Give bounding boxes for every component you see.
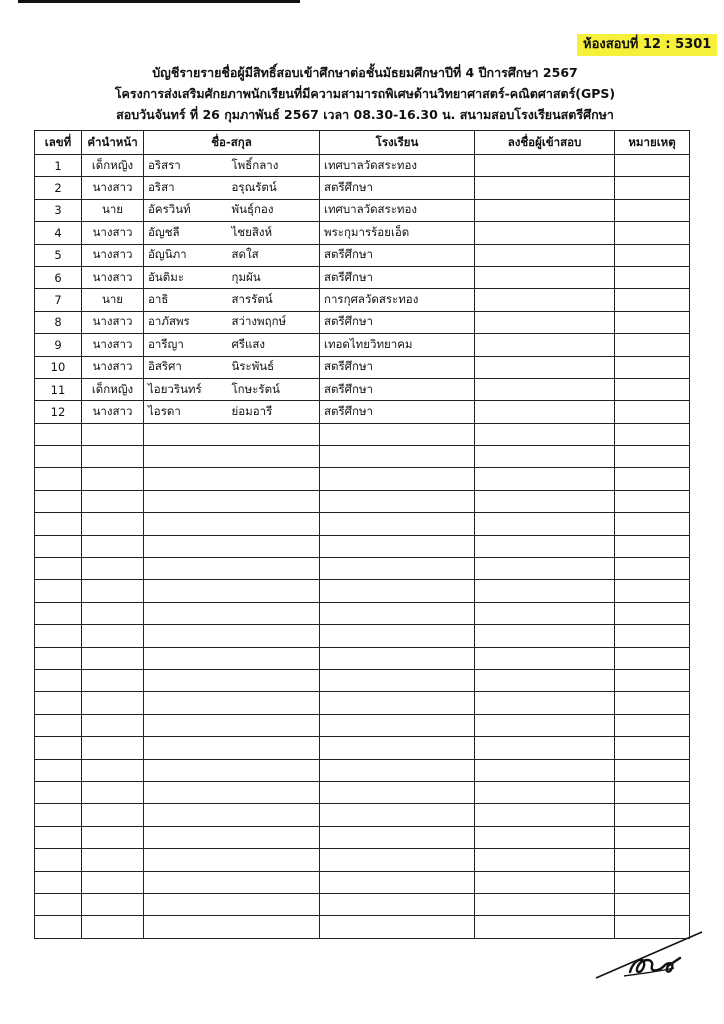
row-number: 11 bbox=[35, 378, 82, 400]
row-number: 9 bbox=[35, 334, 82, 356]
row-last-name: กุมผัน bbox=[228, 266, 320, 288]
empty-cell bbox=[475, 468, 615, 490]
empty-cell bbox=[228, 580, 320, 602]
empty-cell bbox=[82, 602, 144, 624]
row-school: สตรีศึกษา bbox=[320, 244, 475, 266]
empty-cell bbox=[320, 893, 475, 915]
row-school: การกุศลวัดสระทอง bbox=[320, 289, 475, 311]
row-remark-cell bbox=[615, 311, 690, 333]
row-remark-cell bbox=[615, 177, 690, 199]
empty-cell bbox=[320, 916, 475, 938]
empty-cell bbox=[82, 714, 144, 736]
row-title: นางสาว bbox=[82, 401, 144, 423]
empty-cell bbox=[475, 781, 615, 803]
empty-cell bbox=[82, 468, 144, 490]
row-first-name: อัญนิภา bbox=[144, 244, 228, 266]
empty-row bbox=[35, 893, 690, 915]
empty-row bbox=[35, 513, 690, 535]
heading-title: บัญชีรายรายชื่อผู้มีสิทธิ์สอบเข้าศึกษาต่อชั้นมัธยมศึกษาปีที่ 4 ปีการศึกษา 2567 bbox=[152, 65, 578, 80]
empty-cell bbox=[320, 826, 475, 848]
empty-cell bbox=[615, 692, 690, 714]
empty-cell bbox=[82, 893, 144, 915]
row-signature-cell bbox=[475, 401, 615, 423]
empty-cell bbox=[144, 669, 228, 691]
row-school: สตรีศึกษา bbox=[320, 311, 475, 333]
empty-cell bbox=[35, 871, 82, 893]
row-number: 4 bbox=[35, 222, 82, 244]
empty-cell bbox=[228, 781, 320, 803]
row-number: 1 bbox=[35, 155, 82, 177]
empty-cell bbox=[228, 826, 320, 848]
empty-cell bbox=[82, 804, 144, 826]
table-row bbox=[35, 311, 690, 333]
empty-cell bbox=[228, 558, 320, 580]
empty-cell bbox=[82, 849, 144, 871]
empty-cell bbox=[35, 826, 82, 848]
header-name: ชื่อ-สกุล bbox=[144, 131, 320, 155]
empty-cell bbox=[82, 625, 144, 647]
empty-cell bbox=[35, 423, 82, 445]
row-first-name: อัครวินท์ bbox=[144, 199, 228, 221]
empty-cell bbox=[228, 513, 320, 535]
empty-cell bbox=[35, 669, 82, 691]
empty-row bbox=[35, 602, 690, 624]
empty-cell bbox=[615, 849, 690, 871]
row-school: เทศบาลวัดสระทอง bbox=[320, 155, 475, 177]
row-number: 2 bbox=[35, 177, 82, 199]
empty-cell bbox=[228, 692, 320, 714]
row-title: นาย bbox=[82, 289, 144, 311]
empty-cell bbox=[228, 737, 320, 759]
empty-row bbox=[35, 580, 690, 602]
table-row bbox=[35, 199, 690, 221]
empty-cell bbox=[82, 692, 144, 714]
empty-row bbox=[35, 490, 690, 512]
empty-row bbox=[35, 781, 690, 803]
empty-row bbox=[35, 871, 690, 893]
empty-cell bbox=[228, 916, 320, 938]
empty-cell bbox=[615, 759, 690, 781]
empty-cell bbox=[615, 714, 690, 736]
empty-row bbox=[35, 647, 690, 669]
row-signature-cell bbox=[475, 378, 615, 400]
empty-cell bbox=[320, 647, 475, 669]
empty-cell bbox=[615, 558, 690, 580]
empty-cell bbox=[144, 714, 228, 736]
empty-cell bbox=[228, 647, 320, 669]
empty-cell bbox=[615, 468, 690, 490]
empty-cell bbox=[475, 602, 615, 624]
empty-cell bbox=[228, 669, 320, 691]
empty-cell bbox=[320, 468, 475, 490]
empty-cell bbox=[144, 580, 228, 602]
signature-mark bbox=[594, 928, 704, 984]
empty-cell bbox=[320, 804, 475, 826]
row-title: นางสาว bbox=[82, 356, 144, 378]
empty-cell bbox=[475, 558, 615, 580]
empty-cell bbox=[475, 490, 615, 512]
row-first-name: อาภัสพร bbox=[144, 311, 228, 333]
row-first-name: ไอรดา bbox=[144, 401, 228, 423]
empty-cell bbox=[144, 871, 228, 893]
empty-cell bbox=[615, 871, 690, 893]
empty-cell bbox=[82, 759, 144, 781]
empty-cell bbox=[228, 468, 320, 490]
empty-cell bbox=[475, 513, 615, 535]
empty-cell bbox=[475, 804, 615, 826]
empty-cell bbox=[320, 513, 475, 535]
row-remark-cell bbox=[615, 199, 690, 221]
empty-cell bbox=[144, 804, 228, 826]
row-title: นางสาว bbox=[82, 311, 144, 333]
row-title: นางสาว bbox=[82, 266, 144, 288]
empty-cell bbox=[228, 893, 320, 915]
empty-cell bbox=[144, 647, 228, 669]
empty-cell bbox=[615, 535, 690, 557]
row-remark-cell bbox=[615, 266, 690, 288]
empty-cell bbox=[35, 535, 82, 557]
empty-cell bbox=[228, 625, 320, 647]
row-signature-cell bbox=[475, 222, 615, 244]
heading-project: โครงการส่งเสริมศักยภาพนักเรียนที่มีความสามารถพิเศษด้านวิทยาศาสตร์-คณิตศาสตร์(GPS) bbox=[114, 86, 616, 101]
empty-cell bbox=[82, 558, 144, 580]
empty-cell bbox=[82, 446, 144, 468]
row-number: 6 bbox=[35, 266, 82, 288]
empty-cell bbox=[320, 558, 475, 580]
row-school: เทศบาลวัดสระทอง bbox=[320, 199, 475, 221]
empty-cell bbox=[35, 849, 82, 871]
empty-cell bbox=[144, 558, 228, 580]
row-first-name: อารีญา bbox=[144, 334, 228, 356]
empty-cell bbox=[228, 849, 320, 871]
empty-cell bbox=[475, 759, 615, 781]
row-title: นางสาว bbox=[82, 177, 144, 199]
document-heading bbox=[40, 62, 690, 125]
empty-cell bbox=[475, 871, 615, 893]
empty-cell bbox=[35, 647, 82, 669]
empty-cell bbox=[475, 647, 615, 669]
row-school: เทอดไทยวิทยาคม bbox=[320, 334, 475, 356]
row-signature-cell bbox=[475, 334, 615, 356]
row-last-name: สดใส bbox=[228, 244, 320, 266]
empty-cell bbox=[475, 714, 615, 736]
row-number: 3 bbox=[35, 199, 82, 221]
empty-cell bbox=[475, 535, 615, 557]
row-last-name: สว่างพฤกษ์ bbox=[228, 311, 320, 333]
empty-cell bbox=[144, 759, 228, 781]
empty-cell bbox=[144, 893, 228, 915]
empty-cell bbox=[320, 580, 475, 602]
row-signature-cell bbox=[475, 155, 615, 177]
row-last-name: ย่อมอารี bbox=[228, 401, 320, 423]
empty-cell bbox=[35, 625, 82, 647]
table-row bbox=[35, 401, 690, 423]
empty-cell bbox=[35, 714, 82, 736]
row-number: 12 bbox=[35, 401, 82, 423]
empty-cell bbox=[615, 781, 690, 803]
empty-row bbox=[35, 759, 690, 781]
row-first-name: อันติมะ bbox=[144, 266, 228, 288]
row-remark-cell bbox=[615, 378, 690, 400]
empty-cell bbox=[35, 558, 82, 580]
empty-cell bbox=[144, 781, 228, 803]
empty-cell bbox=[320, 781, 475, 803]
empty-cell bbox=[144, 737, 228, 759]
empty-cell bbox=[320, 669, 475, 691]
empty-row bbox=[35, 468, 690, 490]
heading-exam-date: สอบวันจันทร์ ที่ 26 กุมภาพันธ์ 2567 เวลา 08.30-16.30 น. สนามสอบโรงเรียนสตรีศึกษา bbox=[116, 107, 614, 122]
empty-cell bbox=[320, 714, 475, 736]
empty-cell bbox=[320, 737, 475, 759]
row-title: นางสาว bbox=[82, 244, 144, 266]
table-row bbox=[35, 155, 690, 177]
empty-cell bbox=[475, 849, 615, 871]
empty-cell bbox=[82, 647, 144, 669]
row-title: นาย bbox=[82, 199, 144, 221]
row-first-name: ไอยวรินทร์ bbox=[144, 378, 228, 400]
row-signature-cell bbox=[475, 177, 615, 199]
empty-row bbox=[35, 804, 690, 826]
empty-cell bbox=[228, 714, 320, 736]
empty-cell bbox=[35, 602, 82, 624]
empty-cell bbox=[320, 625, 475, 647]
empty-cell bbox=[475, 446, 615, 468]
empty-row bbox=[35, 916, 690, 938]
empty-cell bbox=[320, 490, 475, 512]
header-remark: หมายเหตุ bbox=[615, 131, 690, 155]
room-badge: ห้องสอบที่ 12 : 5301 bbox=[577, 34, 717, 56]
header-school: โรงเรียน bbox=[320, 131, 475, 155]
empty-cell bbox=[82, 423, 144, 445]
empty-row bbox=[35, 446, 690, 468]
empty-cell bbox=[320, 759, 475, 781]
empty-cell bbox=[82, 490, 144, 512]
header-title: คำนำหน้า bbox=[82, 131, 144, 155]
empty-cell bbox=[475, 893, 615, 915]
row-school: สตรีศึกษา bbox=[320, 177, 475, 199]
empty-cell bbox=[35, 446, 82, 468]
row-signature-cell bbox=[475, 199, 615, 221]
empty-cell bbox=[144, 625, 228, 647]
empty-row bbox=[35, 714, 690, 736]
empty-cell bbox=[35, 692, 82, 714]
empty-cell bbox=[144, 423, 228, 445]
row-signature-cell bbox=[475, 244, 615, 266]
empty-cell bbox=[82, 535, 144, 557]
empty-cell bbox=[35, 804, 82, 826]
row-remark-cell bbox=[615, 356, 690, 378]
empty-cell bbox=[35, 916, 82, 938]
empty-cell bbox=[475, 692, 615, 714]
table-row bbox=[35, 334, 690, 356]
empty-cell bbox=[144, 916, 228, 938]
empty-cell bbox=[615, 669, 690, 691]
empty-cell bbox=[35, 759, 82, 781]
empty-cell bbox=[144, 468, 228, 490]
row-last-name: อรุณรัตน์ bbox=[228, 177, 320, 199]
row-last-name: ศรีแสง bbox=[228, 334, 320, 356]
roster-body bbox=[35, 155, 690, 939]
empty-row bbox=[35, 692, 690, 714]
empty-cell bbox=[144, 692, 228, 714]
empty-cell bbox=[615, 737, 690, 759]
header-number: เลขที่ bbox=[35, 131, 82, 155]
empty-cell bbox=[615, 826, 690, 848]
header-signature: ลงชื่อผู้เข้าสอบ bbox=[475, 131, 615, 155]
empty-cell bbox=[475, 669, 615, 691]
empty-cell bbox=[144, 826, 228, 848]
row-last-name: พันธุ์กอง bbox=[228, 199, 320, 221]
row-school: สตรีศึกษา bbox=[320, 266, 475, 288]
empty-row bbox=[35, 625, 690, 647]
empty-cell bbox=[82, 513, 144, 535]
empty-cell bbox=[82, 669, 144, 691]
empty-cell bbox=[35, 513, 82, 535]
row-remark-cell bbox=[615, 222, 690, 244]
row-last-name: ไชยสิงห์ bbox=[228, 222, 320, 244]
empty-cell bbox=[475, 625, 615, 647]
empty-cell bbox=[615, 647, 690, 669]
empty-cell bbox=[320, 849, 475, 871]
table-row bbox=[35, 244, 690, 266]
empty-cell bbox=[475, 826, 615, 848]
empty-cell bbox=[82, 826, 144, 848]
empty-cell bbox=[144, 446, 228, 468]
row-remark-cell bbox=[615, 401, 690, 423]
table-row bbox=[35, 177, 690, 199]
empty-cell bbox=[228, 602, 320, 624]
header-row bbox=[35, 131, 690, 155]
empty-cell bbox=[320, 535, 475, 557]
empty-row bbox=[35, 826, 690, 848]
empty-cell bbox=[615, 446, 690, 468]
row-school: สตรีศึกษา bbox=[320, 378, 475, 400]
empty-cell bbox=[144, 513, 228, 535]
table-row bbox=[35, 266, 690, 288]
empty-cell bbox=[35, 468, 82, 490]
row-last-name: โพธิ์กลาง bbox=[228, 155, 320, 177]
row-remark-cell bbox=[615, 334, 690, 356]
row-first-name: อาธิ bbox=[144, 289, 228, 311]
row-number: 5 bbox=[35, 244, 82, 266]
empty-cell bbox=[475, 423, 615, 445]
empty-cell bbox=[228, 804, 320, 826]
empty-cell bbox=[35, 580, 82, 602]
empty-cell bbox=[82, 580, 144, 602]
table-row bbox=[35, 289, 690, 311]
table-row bbox=[35, 222, 690, 244]
row-first-name: อริสา bbox=[144, 177, 228, 199]
empty-cell bbox=[144, 849, 228, 871]
empty-cell bbox=[35, 781, 82, 803]
row-title: นางสาว bbox=[82, 222, 144, 244]
empty-cell bbox=[615, 580, 690, 602]
empty-cell bbox=[82, 871, 144, 893]
empty-cell bbox=[35, 490, 82, 512]
row-title: นางสาว bbox=[82, 334, 144, 356]
empty-cell bbox=[615, 423, 690, 445]
empty-cell bbox=[144, 535, 228, 557]
empty-cell bbox=[615, 513, 690, 535]
empty-cell bbox=[144, 490, 228, 512]
row-number: 7 bbox=[35, 289, 82, 311]
row-first-name: อัญชลี bbox=[144, 222, 228, 244]
empty-cell bbox=[475, 580, 615, 602]
empty-cell bbox=[82, 781, 144, 803]
row-number: 10 bbox=[35, 356, 82, 378]
empty-cell bbox=[615, 625, 690, 647]
row-remark-cell bbox=[615, 155, 690, 177]
top-rule bbox=[18, 0, 300, 3]
empty-row bbox=[35, 423, 690, 445]
empty-cell bbox=[320, 692, 475, 714]
row-first-name: อิสริศา bbox=[144, 356, 228, 378]
empty-row bbox=[35, 558, 690, 580]
empty-row bbox=[35, 737, 690, 759]
row-number: 8 bbox=[35, 311, 82, 333]
empty-cell bbox=[82, 916, 144, 938]
row-remark-cell bbox=[615, 244, 690, 266]
row-signature-cell bbox=[475, 289, 615, 311]
empty-row bbox=[35, 535, 690, 557]
empty-cell bbox=[82, 737, 144, 759]
empty-cell bbox=[35, 737, 82, 759]
empty-cell bbox=[228, 423, 320, 445]
empty-row bbox=[35, 849, 690, 871]
empty-row bbox=[35, 669, 690, 691]
row-last-name: นิระพันธ์ bbox=[228, 356, 320, 378]
row-title: เด็กหญิง bbox=[82, 155, 144, 177]
empty-cell bbox=[320, 446, 475, 468]
empty-cell bbox=[228, 871, 320, 893]
row-signature-cell bbox=[475, 356, 615, 378]
empty-cell bbox=[320, 871, 475, 893]
row-school: สตรีศึกษา bbox=[320, 401, 475, 423]
roster-table bbox=[34, 130, 690, 939]
empty-cell bbox=[615, 490, 690, 512]
empty-cell bbox=[144, 602, 228, 624]
row-signature-cell bbox=[475, 311, 615, 333]
empty-cell bbox=[228, 446, 320, 468]
row-first-name: อริสรา bbox=[144, 155, 228, 177]
row-remark-cell bbox=[615, 289, 690, 311]
table-row bbox=[35, 378, 690, 400]
empty-cell bbox=[615, 804, 690, 826]
empty-cell bbox=[320, 423, 475, 445]
row-signature-cell bbox=[475, 266, 615, 288]
row-school: พระกุมารร้อยเอ็ด bbox=[320, 222, 475, 244]
empty-cell bbox=[228, 490, 320, 512]
empty-cell bbox=[475, 737, 615, 759]
row-school: สตรีศึกษา bbox=[320, 356, 475, 378]
row-last-name: สารรัตน์ bbox=[228, 289, 320, 311]
empty-cell bbox=[615, 893, 690, 915]
empty-cell bbox=[228, 535, 320, 557]
table-row bbox=[35, 356, 690, 378]
empty-cell bbox=[615, 602, 690, 624]
empty-cell bbox=[228, 759, 320, 781]
empty-cell bbox=[35, 893, 82, 915]
row-last-name: โกษะรัตน์ bbox=[228, 378, 320, 400]
empty-cell bbox=[320, 602, 475, 624]
row-title: เด็กหญิง bbox=[82, 378, 144, 400]
